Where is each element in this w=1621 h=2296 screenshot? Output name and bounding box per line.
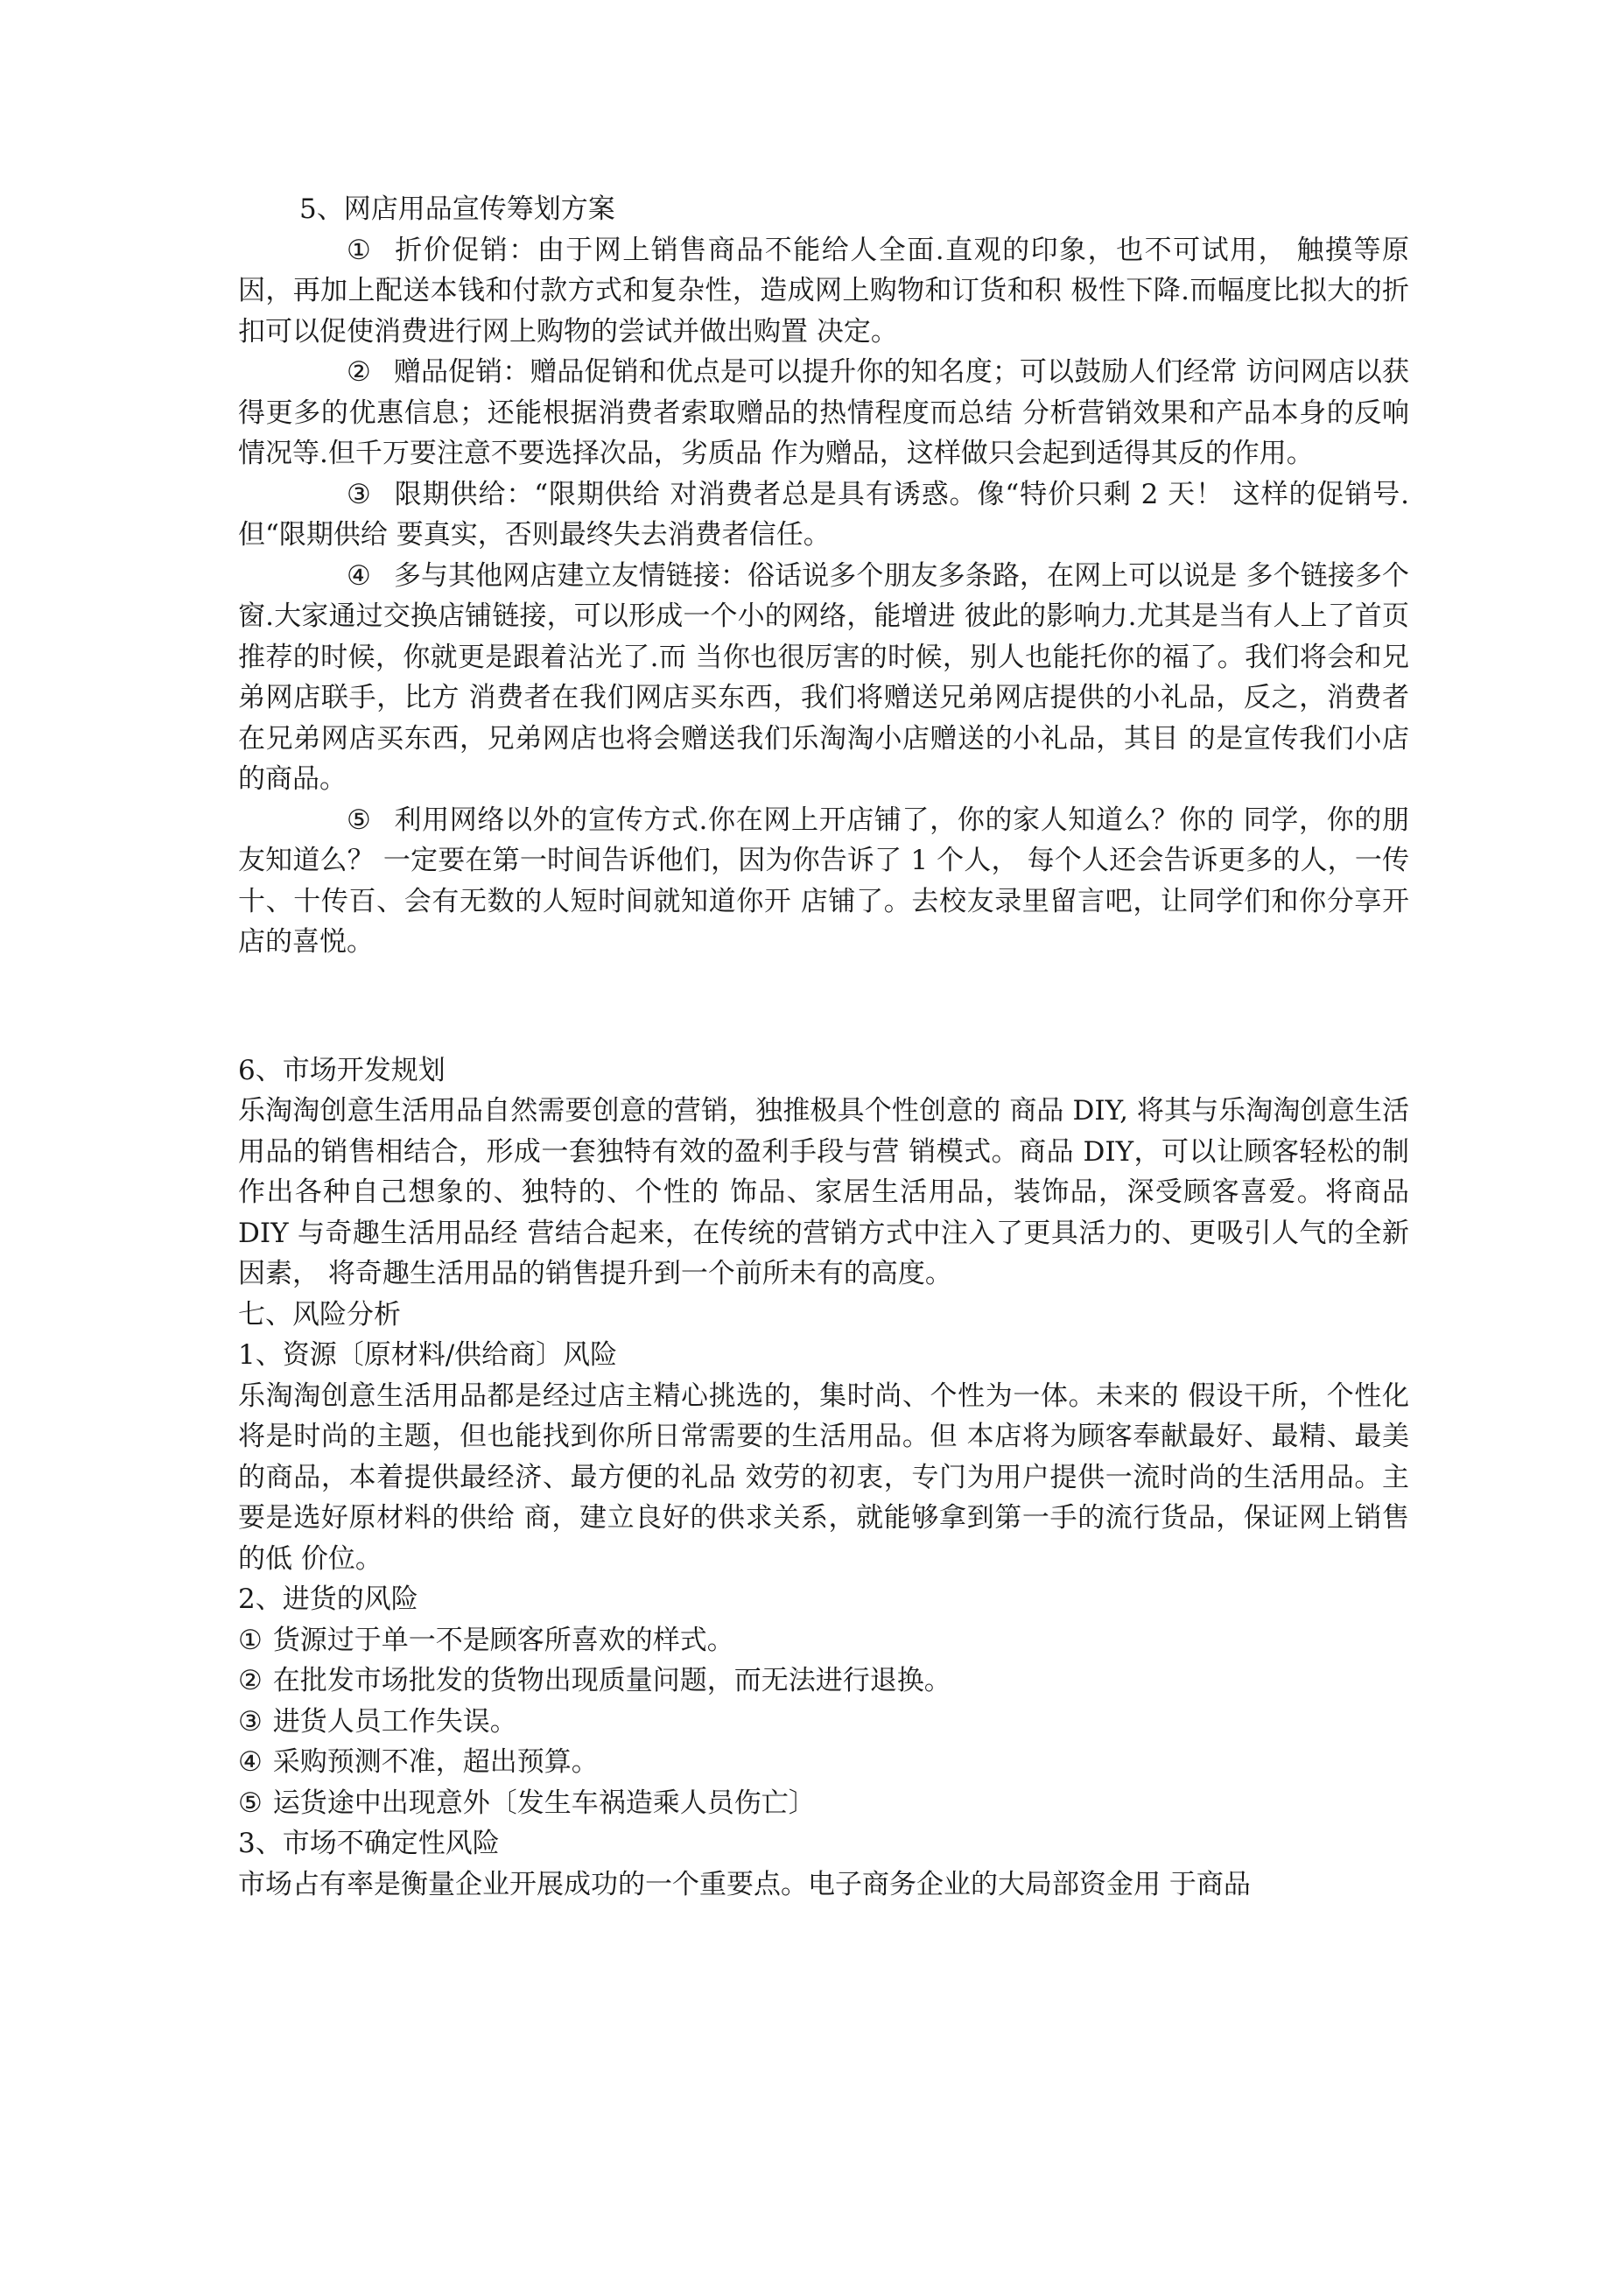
- subsection-title: 1、资源〔原材料/供给商〕风险: [238, 1339, 618, 1371]
- item-number: ①: [347, 234, 371, 266]
- list-item: [238, 1742, 1409, 1783]
- item-text: 在批发市场批发的货物出现质量问题，而无法进行退换。: [272, 1665, 951, 1696]
- section-title: 七、风险分析: [238, 1298, 401, 1331]
- body-paragraph: 市场占有率是衡量企业开展成功的一个重要点。电子商务企业的大局部资金用 于商品: [238, 1868, 1251, 1900]
- subsection-title: 2、进货的风险: [238, 1583, 418, 1615]
- promo-paragraph: [238, 800, 1409, 963]
- document-page: [238, 189, 1409, 1905]
- item-number: ⑤: [347, 804, 371, 836]
- section-spacer: [238, 963, 1409, 1050]
- list-item: [238, 1702, 1409, 1743]
- item-number: ④: [238, 1746, 263, 1778]
- list-item: [238, 1620, 1409, 1661]
- item-number: ⑤: [238, 1787, 263, 1819]
- item-text: 多与其他网店建立友情链接：俗话说多个朋友多条路，在网上可以说是 多个链接多个窗.大家通过交换店铺链接，可以形成一个小的网络，能增进 彼此的影响力.尤其是当有人上了首页推荐的时候，你就更是跟着沾光了.而 当你也很厉害的时候，别人也能托你的福了。我们将会和兄弟网店联手，比方 消费者在我们网店买东西，我们将赠送兄弟网店提供的小礼品，反之，消费者 在兄弟网店买东西，兄弟网店也将会赠送我们乐淘淘小店赠送的小礼品，其目 的是宣传我们小店的商品。: [238, 559, 1409, 795]
- body-paragraph: 乐淘淘创意生活用品都是经过店主精心挑选的，集时尚、个性为一体。未来的 假设干所，个性化将是时尚的主题，但也能找到你所日常需要的生活用品。但 本店将为顾客奉献最好、最精、最美的商品，本着提供最经济、最方便的礼品 效劳的初衷，专门为用户提供一流时尚的生活用品。主要是选好原材料的供给 商，建立良好的供求关系，就能够拿到第一手的流行货品，保证网上销售的低 价位。: [238, 1380, 1409, 1575]
- item-text: 利用网络以外的宣传方式.你在网上开店铺了，你的家人知道么？你的 同学，你的朋友知道么？ 一定要在第一时间告诉他们，因为你告诉了 1 个人， 每个人还会告诉更多的人，一传十、十传百、会有无数的人短时间就知道你开 店铺了。去校友录里留言吧，让同学们和你分享开店的喜悦。: [238, 804, 1409, 958]
- list-item: [238, 1661, 1409, 1702]
- item-text: 运货途中出现意外〔发生车祸造乘人员伤亡〕: [272, 1787, 816, 1819]
- item-number: ③: [238, 1705, 263, 1738]
- item-number: ②: [347, 356, 371, 388]
- item-text: 进货人员工作失误。: [272, 1705, 517, 1738]
- subsection-title: 3、市场不确定性风险: [238, 1828, 500, 1859]
- section-title: 6、市场开发规划: [238, 1054, 446, 1086]
- item-text: 赠品促销：赠品促销和优点是可以提升你的知名度；可以鼓励人们经常 访问网店以获得更多的优惠信息；还能根据消费者索取赠品的热情程度而总结 分析营销效果和产品本身的反响情况等.但千万要注意不要选择次品，劣质品 作为赠品，这样做只会起到适得其反的作用。: [238, 356, 1409, 469]
- body-paragraph: 乐淘淘创意生活用品自然需要创意的营销，独推极具个性创意的 商品 DIY, 将其与乐淘淘创意生活用品的销售相结合，形成一套独特有效的盈利手段与营 销模式。商品 DIY，可以让顾客轻松的制作出各种自己想象的、独特的、个性的 饰品、家居生活用品，装饰品，深受顾客喜爱。将商品 DIY 与奇趣生活用品经 营结合起来，在传统的营销方式中注入了更具活力的、更吸引人气的全新因素， 将奇趣生活用品的销售提升到一个前所未有的高度。: [238, 1095, 1409, 1289]
- promo-paragraph: [238, 352, 1409, 474]
- section-title: 5、网店用品宣传筹划方案: [299, 193, 615, 225]
- promo-paragraph: [238, 474, 1409, 556]
- list-item: [238, 1783, 1409, 1824]
- item-text: 折价促销：由于网上销售商品不能给人全面.直观的印象，也不可试用， 触摸等原因，再加上配送本钱和付款方式和复杂性，造成网上购物和订货和积 极性下降.而幅度比拟大的折扣可以促使消费进行网上购物的尝试并做出购置 决定。: [238, 234, 1409, 348]
- item-number: ④: [347, 559, 371, 592]
- item-number: ①: [238, 1624, 263, 1656]
- promo-paragraph: [238, 556, 1409, 800]
- promo-paragraph: [238, 230, 1409, 353]
- item-text: 采购预测不准，超出预算。: [272, 1746, 599, 1778]
- item-number: ②: [238, 1665, 263, 1696]
- item-number: ③: [347, 478, 371, 510]
- item-text: 限期供给：“限期供给 对消费者总是具有诱惑。像“特价只剩 2 天！ 这样的促销号.但“限期供给 要真实，否则最终失去消费者信任。: [238, 478, 1409, 551]
- item-text: 货源过于单一不是顾客所喜欢的样式。: [272, 1624, 734, 1656]
